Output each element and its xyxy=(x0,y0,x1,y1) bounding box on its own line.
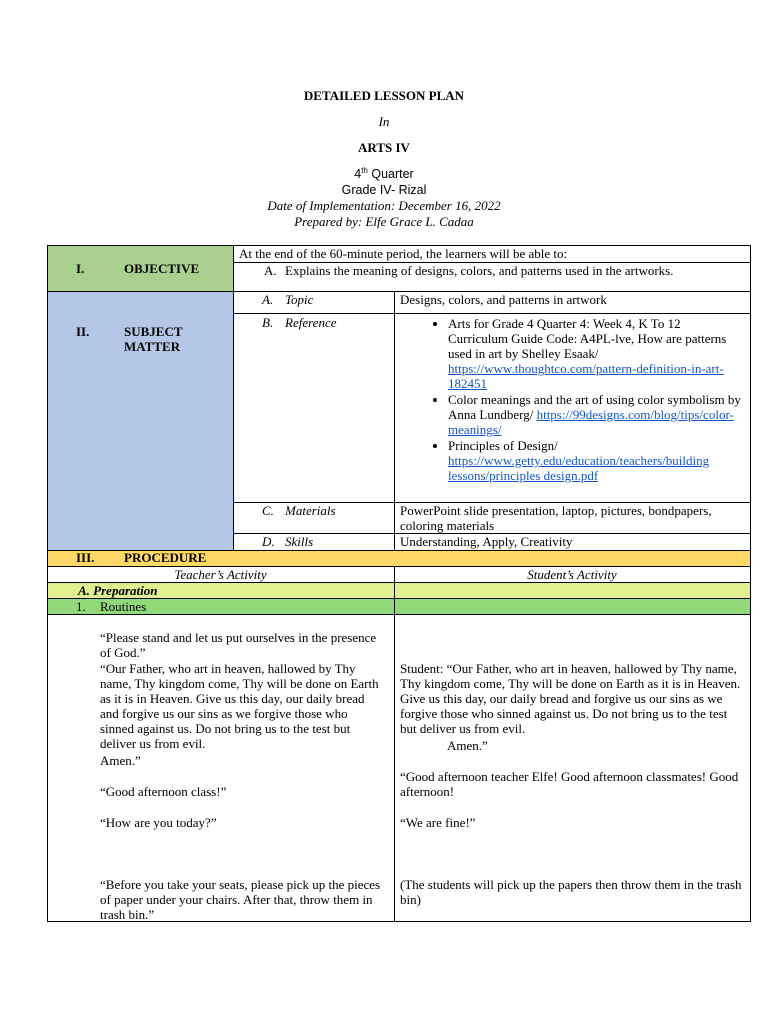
grade-line: Grade IV- Rizal xyxy=(341,183,427,197)
subject-num: II. xyxy=(76,324,90,339)
document-title: DETAILED LESSON PLAN xyxy=(303,88,465,103)
prepared-by-line: Prepared by: Elfe Grace L. Cadaa xyxy=(294,214,474,229)
reference-item: • Principles of Design/ https://www.getty.edu/education/teachers/building lessons/principles design.pdf xyxy=(448,438,742,483)
teacher-greeting: “Good afternoon class!” xyxy=(100,784,227,799)
materials-letter: C. xyxy=(262,503,274,518)
skills-letter: D. xyxy=(262,534,275,549)
materials-value: PowerPoint slide presentation, laptop, pictures, bondpapers, coloring materials xyxy=(400,503,712,533)
topic-end-line xyxy=(233,313,750,314)
objective-intro: At the end of the 60-minute period, the learners will be able to: xyxy=(239,246,568,261)
routines-end-line xyxy=(47,614,750,615)
reference-link[interactable]: https://www.thoughtco.com/pattern-definition-in-art-182451 xyxy=(448,361,724,391)
skills-value: Understanding, Apply, Creativity xyxy=(400,534,573,549)
obj-end-line xyxy=(47,291,750,292)
teacher-question: “How are you today?” xyxy=(100,815,217,830)
table-border-right xyxy=(750,245,751,922)
student-prayer-amen: Amen.” xyxy=(447,738,488,753)
student-action: (The students will pick up the papers then throw them in the trash bin) xyxy=(400,877,742,907)
col-divider-procedure xyxy=(394,566,395,922)
quarter-line: 4th Quarter xyxy=(354,165,414,181)
objective-label: OBJECTIVE xyxy=(124,261,200,276)
topic-letter: A. xyxy=(262,292,274,307)
student-prayer: Student: “Our Father, who art in heaven, hallowed by Thy name, Thy kingdom come, Thy will be done on Earth as it is in Heaven. Give us this day, our daily bread and forgive us our sins as we forgive those who sinned against us. Do not bring us to the test but deliver us from evil. xyxy=(400,661,741,736)
subject-label-line1: SUBJECT xyxy=(124,324,183,339)
student-response: “We are fine!” xyxy=(400,815,476,830)
reference-item: • Color meanings and the art of using color symbolism by Anna Lundberg/ https://99designs.com/blog/tips/color-meanings/ xyxy=(448,392,742,437)
preparation-end-line xyxy=(47,598,750,599)
routines-num: 1. xyxy=(76,599,86,614)
reference-item: • Arts for Grade 4 Quarter 4: Week 4, K To 12 Curriculum Guide Code: A4PL-lve, How are patterns used in art by Shelley Esaak/ https://www.thoughtco.com/pattern-definition-in-art-182451 xyxy=(448,316,742,391)
skills-label: Skills xyxy=(285,534,314,549)
student-activity-header: Student’s Activity xyxy=(527,567,617,582)
topic-label: Topic xyxy=(285,292,314,307)
teacher-prayer: “Our Father, who art in heaven, hallowed by Thy name, Thy kingdom come, Thy will be done on Earth as it is in Heaven. Give us this day, our daily bread and forgive us our sins as we forgive those who sinned against us. Do not bring us to the test but deliver us from evil. xyxy=(100,661,379,751)
procedure-num: III. xyxy=(76,550,95,565)
objective-num: I. xyxy=(76,261,85,276)
routines-row xyxy=(47,598,750,614)
objective-item: Explains the meaning of designs, colors, and patterns used in the artworks. xyxy=(285,263,674,278)
table-border-left xyxy=(47,245,48,922)
reference-link[interactable]: https://www.getty.edu/education/teachers/building lessons/principles design.pdf xyxy=(448,453,710,483)
preparation-label: A. Preparation xyxy=(78,583,158,598)
teacher-instruction: “Before you take your seats, please pick up the pieces of paper under your chairs. After that, throw them in trash bin.” xyxy=(100,877,381,922)
subject-label-line2: MATTER xyxy=(124,339,181,354)
teacher-activity-header: Teacher’s Activity xyxy=(174,567,267,582)
reference-letter: B. xyxy=(262,315,274,330)
routines-label: Routines xyxy=(100,599,147,614)
teacher-prayer-call: “Please stand and let us put ourselves in the presence of God.” xyxy=(100,630,377,660)
date-line: Date of Implementation: December 16, 2022 xyxy=(267,198,501,213)
procedure-label: PROCEDURE xyxy=(124,550,207,565)
materials-label: Materials xyxy=(285,503,336,518)
teacher-prayer-amen: Amen.” xyxy=(100,753,141,768)
objective-item-letter: A. xyxy=(264,263,277,278)
reference-list xyxy=(430,316,742,484)
in-label: In xyxy=(378,114,390,129)
col-divider-2 xyxy=(394,291,395,550)
subject-title: ARTS IV xyxy=(358,140,410,155)
topic-value: Designs, colors, and patterns in artwork xyxy=(400,292,607,307)
reference-link[interactable]: https://99designs.com/blog/tips/color-meanings/ xyxy=(448,407,734,437)
student-greeting: “Good afternoon teacher Elfe! Good afternoon classmates! Good afternoon! xyxy=(400,769,739,799)
reference-label: Reference xyxy=(285,315,337,330)
